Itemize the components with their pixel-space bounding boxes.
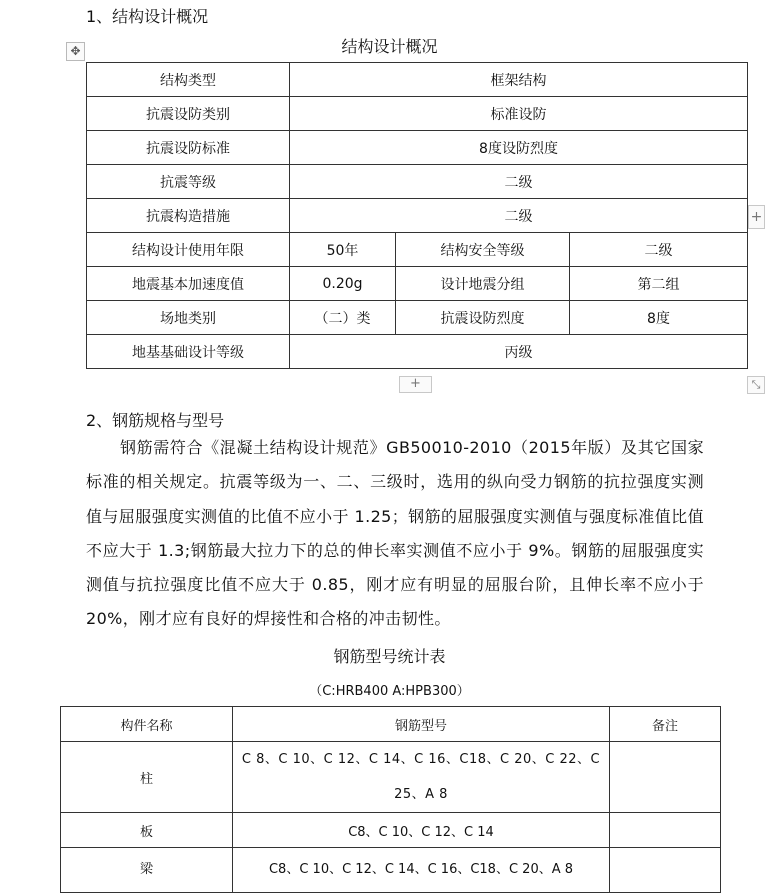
table-cell-name: 板 [61, 813, 233, 848]
table-cell-label: 抗震设防类别 [87, 97, 290, 131]
table-resize-handle-icon[interactable]: ⤡ [747, 376, 765, 394]
table-cell-label: 结构安全等级 [396, 233, 570, 267]
table-cell-value: 标准设防 [290, 97, 748, 131]
rebar-statistics-table [60, 706, 721, 893]
table-row [61, 813, 721, 848]
table-row [87, 131, 748, 165]
rebar-requirements-paragraph: 钢筋需符合《混凝土结构设计规范》GB50010-2010（2015年版）及其它国家标准的相关规定。抗震等级为一、二、三级时，选用的纵向受力钢筋的抗拉强度实测值与屈服强度实测值的比值不应小于 1.25；钢筋的屈服强度实测值与强度标准值比值不应大于 1.3;钢筋最大拉力下的总的伸长率实测值不应小于 9%。钢筋的屈服强度实测值与抗拉强度比值不应大于 0.85，刚才应有明显的屈服台阶，且伸长率不应小于 20%，刚才应有良好的焊接性和合格的冲击韧性。 [86, 438, 704, 629]
structure-overview-table [86, 62, 748, 369]
table-row [61, 848, 721, 893]
table-cell-name: 柱 [61, 742, 233, 813]
table-cell-value: 第二组 [570, 267, 748, 301]
table-row [87, 97, 748, 131]
table-cell-value: 二级 [570, 233, 748, 267]
table-cell-label: 结构设计使用年限 [87, 233, 290, 267]
section-heading-rebar: 2、钢筋规格与型号 [86, 411, 225, 430]
table-cell-rebar: C8、C 10、C 12、C 14 [233, 813, 610, 848]
table-row [87, 301, 748, 335]
table-cell-value: 8度 [570, 301, 748, 335]
table-cell-value: 二级 [290, 199, 748, 233]
table-cell-note [610, 813, 721, 848]
table-row [87, 199, 748, 233]
table-cell-value: 50年 [290, 233, 396, 267]
table-header-row [61, 707, 721, 742]
table-row [87, 335, 748, 369]
table-cell-label: 抗震构造措施 [87, 199, 290, 233]
table-cell-value: 框架结构 [290, 63, 748, 97]
table-caption-rebar: 钢筋型号统计表 [333, 647, 446, 666]
table-row [87, 267, 748, 301]
add-row-button[interactable]: + [748, 205, 765, 229]
table-cell-label: 地震基本加速度值 [87, 267, 290, 301]
move-icon[interactable]: ✥ [66, 42, 85, 61]
column-header: 备注 [610, 707, 721, 742]
table-subcaption-rebar: （C:HRB400 A:HPB300） [309, 684, 470, 699]
table-cell-label: 抗震等级 [87, 165, 290, 199]
table-row [61, 742, 721, 813]
table-cell-label: 设计地震分组 [396, 267, 570, 301]
add-column-button[interactable]: + [399, 376, 432, 393]
table-cell-rebar: C 8、C 10、C 12、C 14、C 16、C18、C 20、C 22、C 25、A 8 [233, 742, 610, 813]
table-cell-label: 抗震设防烈度 [396, 301, 570, 335]
table-row [87, 165, 748, 199]
table-cell-value: 二级 [290, 165, 748, 199]
table-row [87, 63, 748, 97]
table-cell-value: 丙级 [290, 335, 748, 369]
table-cell-note [610, 742, 721, 813]
table-cell-label: 地基基础设计等级 [87, 335, 290, 369]
table-row [87, 233, 748, 267]
column-header: 构件名称 [61, 707, 233, 742]
table-caption-structure: 结构设计概况 [341, 37, 438, 56]
table-cell-label: 抗震设防标准 [87, 131, 290, 165]
table-cell-value: 0.20g [290, 267, 396, 301]
column-header: 钢筋型号 [233, 707, 610, 742]
table-cell-note [610, 848, 721, 893]
table-cell-name: 梁 [61, 848, 233, 893]
table-cell-label: 场地类别 [87, 301, 290, 335]
table-cell-label: 结构类型 [87, 63, 290, 97]
table-cell-rebar: C8、C 10、C 12、C 14、C 16、C18、C 20、A 8 [233, 848, 610, 893]
table-cell-value: （二）类 [290, 301, 396, 335]
table-cell-value: 8度设防烈度 [290, 131, 748, 165]
section-heading-structure: 1、结构设计概况 [86, 7, 209, 26]
